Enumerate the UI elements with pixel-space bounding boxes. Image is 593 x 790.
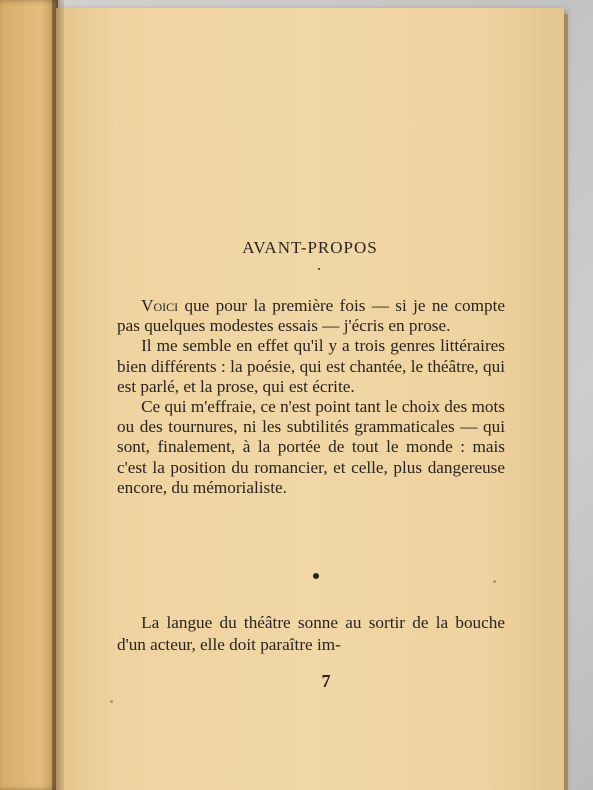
paragraph-lead-word: Voici (141, 296, 179, 315)
chapter-heading: AVANT-PROPOS (242, 238, 378, 257)
body-text-continued (117, 612, 505, 656)
paragraph-4: La langue du théâtre sonne au sortir de la bouche d'un acteur, elle doit paraître im- (117, 613, 505, 654)
page-number: 7 (321, 671, 331, 691)
paragraph-3: Ce qui m'effraie, ce n'est point tant le choix des mots ou des tournures, ni les subtilités grammaticales — qui sont, finalement, à la portée de tout le monde : mais c'est la position du romancier, et celle, plus dangereuse encore, du mémorialiste. (117, 397, 505, 497)
paper-speck (110, 700, 113, 703)
section-separator-dot (313, 573, 319, 579)
paragraph-1-text: que pour la première fois — si je ne compte pas quelques modestes essais — j'écris en prose. (117, 296, 505, 336)
paragraph-1 (117, 296, 505, 336)
ornament-dot (318, 268, 320, 270)
body-text (117, 296, 505, 498)
left-page-edge (0, 0, 58, 790)
paper-speck (493, 580, 496, 583)
paragraph-2: Il me semble en effet qu'il y a trois genres littéraires bien différents : la poésie, qui est chantée, le théâtre, qui est parlé, et la prose, qui est écrite. (117, 336, 505, 396)
